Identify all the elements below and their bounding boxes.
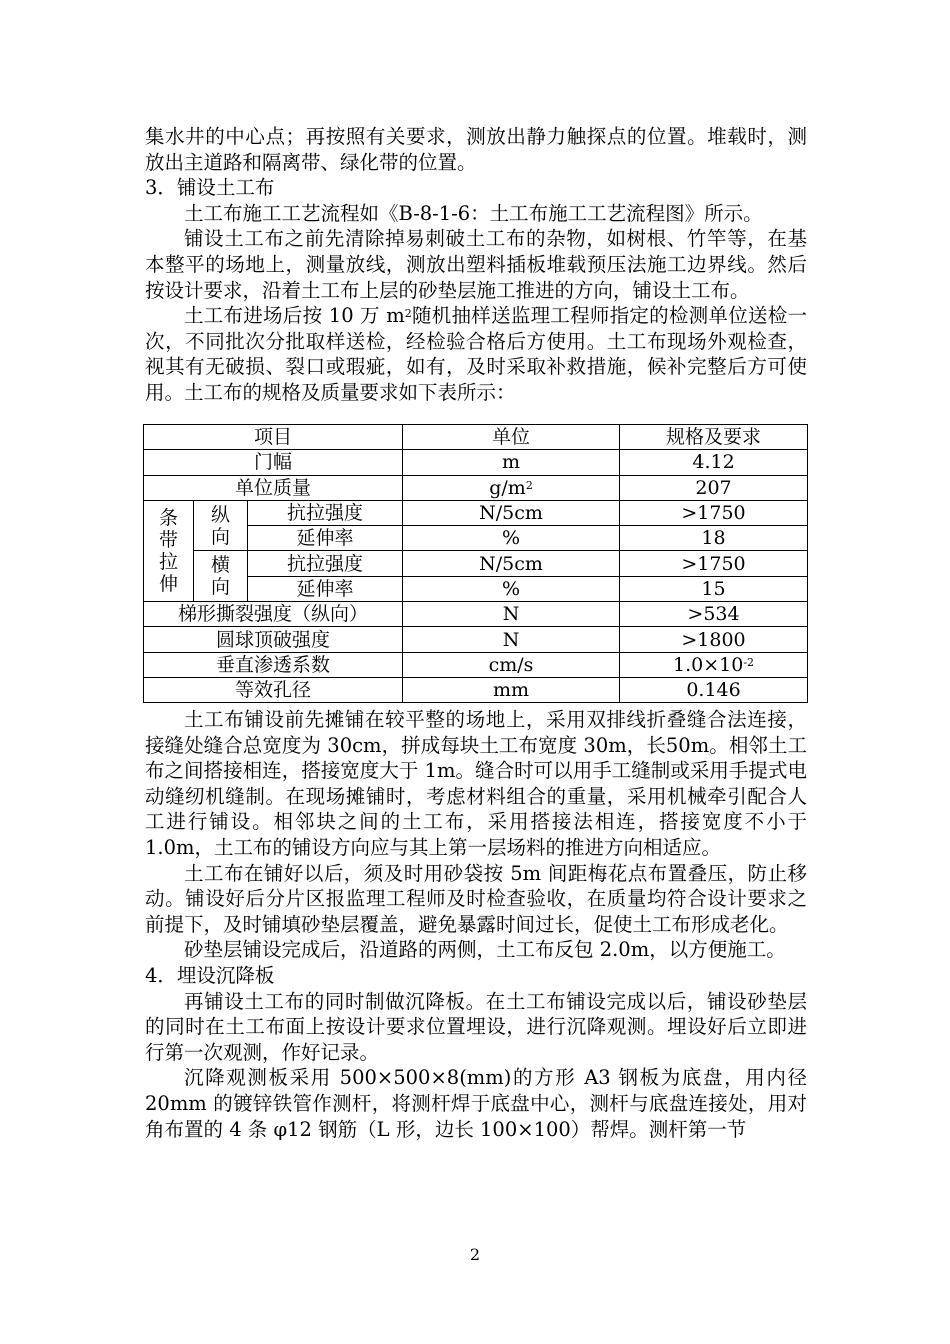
paragraph: 土工布在铺好以后，须及时用砂袋按 5m 间距梅花点布置叠压，防止移动。铺设好后分片区报监理工程师及时检查验收，在质量均符合设计要求之前提下，及时铺填砂垫层覆盖，避免暴露时间过长，促使土工布形成老化。 (145, 861, 807, 936)
superscript: 2 (404, 307, 412, 321)
text-block-1 (145, 124, 807, 406)
table-cell: 0.146 (620, 677, 808, 702)
table-cell: N (403, 627, 620, 652)
strip-tensile-group-cell (144, 500, 194, 601)
transverse-cell (194, 551, 248, 602)
superscript: -2 (743, 655, 755, 669)
paragraph: 土工布铺设前先摊铺在较平整的场地上，采用双排线折叠缝合法连接，接缝处缝合总宽度为 30cm，拼成每块土工布宽度 30m，长50m。相邻土工布之间搭接相连，搭接宽度大于 1m。缝合时可以用手工缝制或采用手提式电动缝纫机缝制。在现场摊铺时，考虑材料组合的重量，采用机械牵引配合人工进行铺设。相邻块之间的土工布，采用搭接法相连，搭接宽度不小于 1.0m，土工布的铺设方向应与其上第一层场料的推进方向相适应。 (145, 708, 807, 859)
table-header-row (144, 425, 808, 450)
table-row (144, 450, 808, 475)
table-cell: 15 (620, 576, 808, 601)
direction-label: 纵向 (211, 503, 231, 548)
text-run: 1.0×10 (672, 653, 744, 676)
table-cell: N (403, 602, 620, 627)
page-number: 2 (469, 1245, 481, 1264)
longitudinal-cell (194, 500, 248, 551)
table-cell: >1800 (620, 627, 808, 652)
table-row (144, 602, 808, 627)
table-cell: mm (403, 677, 620, 702)
table-row (144, 500, 808, 525)
table-row (144, 677, 808, 702)
table-cell: 等效孔径 (144, 677, 403, 702)
table-cell: % (403, 576, 620, 601)
table-cell: >1750 (620, 500, 808, 525)
table-cell: >534 (620, 602, 808, 627)
table-cell: % (403, 526, 620, 551)
table-cell: 4.12 (620, 450, 808, 475)
table-cell: 梯形撕裂强度（纵向） (144, 602, 403, 627)
table-cell: 圆球顶破强度 (144, 627, 403, 652)
table-cell: 垂直渗透系数 (144, 652, 403, 677)
text-block-2 (145, 707, 807, 1142)
section-heading-4: 4．埋设沉降板 (145, 963, 275, 987)
table-row (144, 475, 808, 500)
table-cell: cm/s (403, 652, 620, 677)
table-cell: N/5cm (403, 551, 620, 576)
table-cell: m (403, 450, 620, 475)
paragraph: 土工布施工工艺流程如《B-8-1-6：土工布施工工艺流程图》所示。 (184, 201, 763, 225)
text-run: g/m (489, 476, 526, 499)
paragraph: 再铺设土工布的同时制做沉降板。在土工布铺设完成以后，铺设砂垫层的同时在土工布面上按设计要求位置埋设，进行沉降观测。埋设好后立即进行第一次观测，作好记录。 (145, 989, 807, 1064)
table-cell: 18 (620, 526, 808, 551)
header-cell: 规格及要求 (620, 425, 808, 450)
text-run: 土工布进场后按 10 万 m (184, 304, 405, 328)
table-cell (620, 652, 808, 677)
table-cell: 207 (620, 475, 808, 500)
group-label: 条带拉伸 (159, 506, 179, 595)
table-cell: 门幅 (144, 450, 403, 475)
paragraph: 集水井的中心点；再按照有关要求，测放出静力触探点的位置。堆载时，测放出主道路和隔离带、绿化带的位置。 (145, 125, 807, 174)
section-heading-3: 3．铺设土工布 (145, 176, 275, 200)
paragraph (145, 303, 807, 405)
table-cell: 单位质量 (144, 475, 403, 500)
table-cell: N/5cm (403, 500, 620, 525)
table-cell: >1750 (620, 551, 808, 576)
table-row (144, 652, 808, 677)
table-cell: 延伸率 (248, 576, 403, 601)
header-cell: 单位 (403, 425, 620, 450)
direction-label: 横向 (211, 554, 231, 599)
header-cell: 项目 (144, 425, 403, 450)
table-row (144, 551, 808, 576)
table-cell: 抗拉强度 (248, 500, 403, 525)
geotextile-spec-table (143, 424, 808, 703)
text-run: 随机抽样送监理工程师指定的检测单位送检一次，不同批次分批取样送检，经检验合格后方使用。土工布现场外观检查，视其有无破损、裂口或瑕疵，如有，及时采取补救措施，候补完整后方可使用。土工布的规格及质量要求如下表所示： (145, 304, 807, 404)
superscript: 2 (525, 478, 533, 492)
table-row (144, 627, 808, 652)
paragraph: 砂垫层铺设完成后，沿道路的两侧，土工布反包 2.0m，以方便施工。 (184, 938, 786, 962)
paragraph: 铺设土工布之前先清除掉易刺破土工布的杂物，如树根、竹竿等，在基本整平的场地上，测量放线，测放出塑料插板堆载预压法施工边界线。然后按设计要求，沿着土工布上层的砂垫层施工推进的方向，铺设土工布。 (145, 227, 807, 302)
paragraph: 沉降观测板采用 500×500×8(mm)的方形 A3 钢板为底盘，用内径20mm 的镀锌铁管作测杆，将测杆焊于底盘中心，测杆与底盘连接处，用对角布置的 4 条 φ12 钢筋（L 形，边长 100×100）帮焊。测杆第一节 (145, 1066, 807, 1141)
table-cell: 抗拉强度 (248, 551, 403, 576)
table-cell (403, 475, 620, 500)
table-cell: 延伸率 (248, 526, 403, 551)
